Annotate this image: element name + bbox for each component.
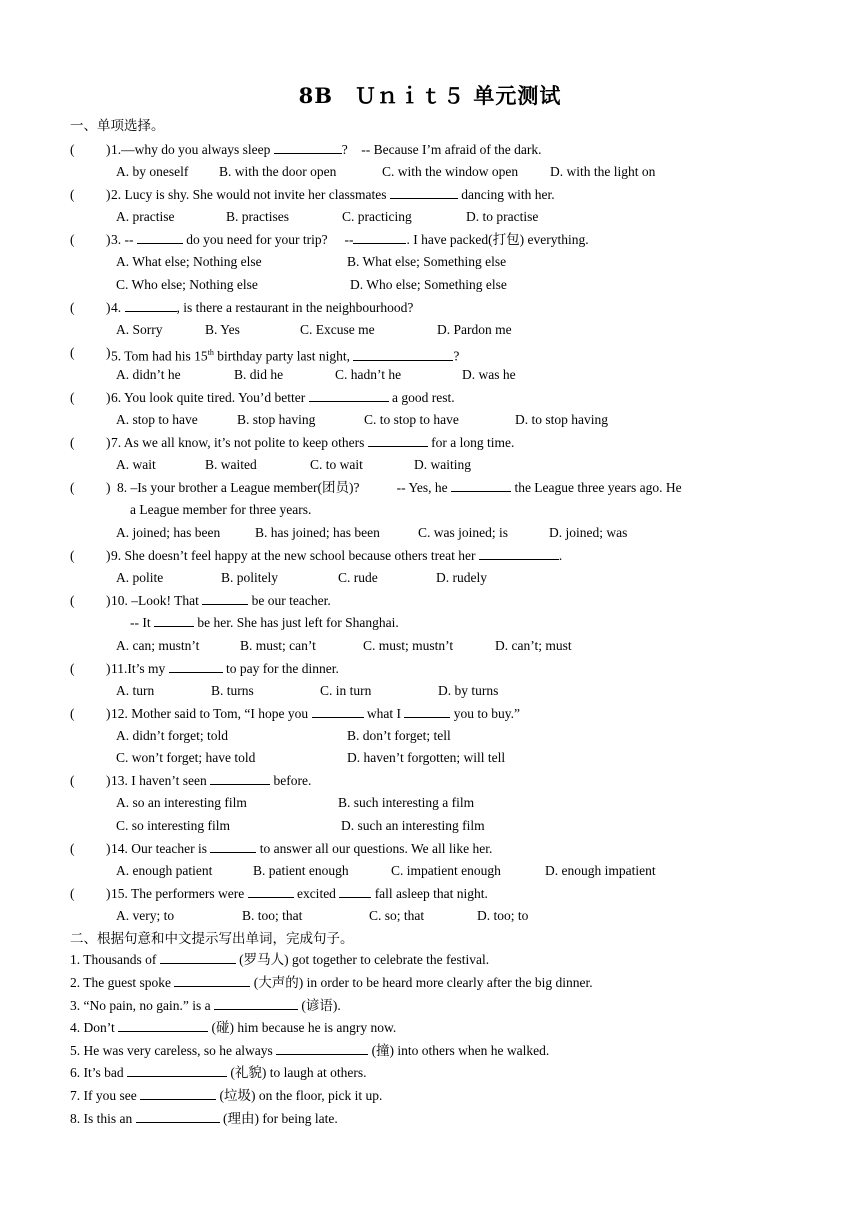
answer-blank[interactable] [125, 299, 177, 312]
option-d[interactable]: D. enough impatient [545, 863, 656, 878]
option-d[interactable]: D. to practise [466, 209, 539, 224]
question-stem [111, 434, 514, 452]
item-text: 3. “No pain, no gain.” is a [70, 998, 214, 1013]
question-text: fall asleep that night. [371, 886, 488, 901]
answer-blank[interactable] [174, 974, 250, 987]
question-stem [111, 592, 331, 610]
fill-in-item [70, 1087, 382, 1105]
paren-close: ) [106, 773, 111, 788]
answer-blank[interactable] [214, 997, 298, 1010]
answer-paren-close [106, 772, 111, 790]
question-text: be our teacher. [248, 593, 331, 608]
question-stem [111, 705, 520, 723]
question-text: be her. She has just left for Shanghai. [194, 615, 399, 630]
option-b[interactable]: B. waited [205, 457, 257, 472]
answer-paren-close [106, 660, 111, 678]
item-text: 8. Is this an [70, 1111, 136, 1126]
option-b[interactable]: B. has joined; has been [255, 525, 380, 540]
question-text: dancing with her. [457, 187, 555, 202]
question-text: 9. She doesn’t feel happy at the new school because others treat her [111, 548, 479, 563]
question-text: ? [453, 348, 460, 364]
option-d[interactable]: D. with the light on [550, 164, 656, 179]
fill-in-item [70, 951, 489, 969]
paren-close: ) [106, 142, 111, 157]
paren-close: ) [106, 435, 111, 450]
option-a[interactable]: A. Sorry [116, 322, 163, 337]
section1-heading: 一、单项选择。 [70, 118, 165, 133]
answer-blank[interactable] [154, 614, 194, 627]
answer-paren [70, 660, 75, 678]
option-a[interactable]: A. joined; has been [116, 525, 221, 540]
answer-paren-close [106, 547, 111, 565]
answer-blank[interactable] [210, 772, 270, 785]
option-d[interactable]: D. to stop having [515, 412, 608, 427]
question-stem [111, 547, 562, 565]
answer-blank[interactable] [127, 1064, 227, 1077]
item-text: 5. He was very careless, so he always [70, 1043, 277, 1058]
option-b[interactable]: B. practises [226, 209, 289, 224]
question-text: 1.—why do you always sleep [111, 142, 274, 157]
paren-open: ( [70, 187, 75, 202]
question-text: you to buy.” [450, 706, 521, 721]
answer-paren-close [106, 705, 111, 723]
question-stem [111, 186, 555, 204]
option-b[interactable]: B. don’t forget; tell [347, 728, 451, 743]
answer-blank[interactable] [118, 1019, 208, 1032]
paren-close: ) [106, 841, 111, 856]
answer-paren-close [106, 344, 111, 362]
answer-blank[interactable] [404, 705, 450, 718]
question-continuation [130, 614, 399, 632]
option-c[interactable]: C. rude [338, 570, 378, 585]
question-text: 11.It’s my [111, 661, 169, 676]
item-text: (垃圾) on the floor, pick it up. [216, 1088, 383, 1103]
question-text: birthday party last night, [213, 348, 354, 364]
item-text: (撞) into others when he walked. [368, 1043, 550, 1058]
option-c[interactable]: C. hadn’t he [335, 367, 402, 382]
question-text: before. [270, 773, 312, 788]
question-stem [111, 141, 542, 159]
question-text: 3. -- [111, 232, 137, 247]
answer-blank[interactable] [339, 885, 371, 898]
option-d[interactable]: D. too; to [477, 908, 529, 923]
question-text: the League three years ago. He [511, 480, 682, 495]
answer-paren [70, 141, 75, 159]
option-c[interactable]: C. impatient enough [391, 863, 501, 878]
question-text: 8. –Is your brother a League member(团员)? [117, 480, 360, 495]
option-b[interactable]: B. stop having [237, 412, 316, 427]
item-text: 7. If you see [70, 1088, 141, 1103]
page-title: 8B Ｕｎｉｔ５ 单元测试 [298, 83, 562, 108]
item-text: (谚语). [297, 998, 341, 1013]
answer-paren-close [106, 299, 111, 317]
answer-blank[interactable] [390, 186, 458, 199]
option-c[interactable]: C. was joined; is [418, 525, 508, 540]
question-text: do you need for your trip? -- [182, 232, 354, 247]
option-c[interactable]: C. in turn [320, 683, 372, 698]
answer-blank[interactable] [309, 389, 389, 402]
answer-paren-close [106, 434, 111, 452]
option-d[interactable]: D. haven’t forgotten; will tell [347, 750, 506, 765]
answer-blank[interactable] [140, 1087, 216, 1100]
option-b[interactable]: B. too; that [242, 908, 303, 923]
question-text: 14. Our teacher is [111, 841, 211, 856]
paren-open: ( [70, 435, 75, 450]
item-text: 6. It’s bad [70, 1065, 127, 1080]
fill-in-item [70, 997, 341, 1015]
paren-open: ( [70, 232, 75, 247]
option-a[interactable]: A. can; mustn’t [116, 638, 200, 653]
option-c[interactable]: C. with the window open [382, 164, 519, 179]
question-text: what I [363, 706, 405, 721]
paren-open: ( [70, 886, 75, 901]
paren-open: ( [70, 390, 75, 405]
option-d[interactable]: D. can’t; must [495, 638, 572, 653]
fill-in-item [70, 974, 593, 992]
option-d[interactable]: D. Pardon me [437, 322, 512, 337]
question-stem [111, 772, 311, 790]
question-text: , is there a restaurant in the neighbourhood? [176, 300, 414, 315]
answer-blank[interactable] [274, 141, 342, 154]
question-text: excited [293, 886, 340, 901]
option-d[interactable]: D. Who else; Something else [350, 277, 507, 292]
option-c[interactable]: C. won’t forget; have told [116, 750, 256, 765]
paren-open: ( [70, 345, 75, 360]
item-text: 2. The guest spoke [70, 975, 175, 990]
option-a[interactable]: A. wait [116, 457, 156, 472]
question-text: for a long time. [427, 435, 515, 450]
question-text: . [558, 548, 563, 563]
option-b[interactable]: B. Yes [205, 322, 240, 337]
option-a[interactable]: A. didn’t he [116, 367, 181, 382]
question-text: to pay for the dinner. [222, 661, 339, 676]
option-b[interactable]: B. patient enough [253, 863, 349, 878]
option-d[interactable]: D. by turns [438, 683, 499, 698]
question-text: ? -- Because I’m afraid of the dark. [341, 142, 542, 157]
answer-paren [70, 344, 75, 362]
question-text: 10. –Look! That [111, 593, 203, 608]
option-c[interactable]: C. Who else; Nothing else [116, 277, 258, 292]
option-a[interactable]: A. polite [116, 570, 164, 585]
answer-blank[interactable] [137, 231, 183, 244]
answer-paren [70, 434, 75, 452]
question-text: -- Yes, he [396, 480, 452, 495]
answer-paren [70, 885, 75, 903]
option-c[interactable]: C. so; that [369, 908, 425, 923]
question-stem [111, 299, 413, 317]
answer-blank[interactable] [353, 231, 406, 244]
question-text: 12. Mother said to Tom, “I hope you [111, 706, 312, 721]
paren-open: ( [70, 593, 75, 608]
item-text: (碰) him because he is angry now. [208, 1020, 397, 1035]
answer-blank[interactable] [202, 592, 248, 605]
question-text: 15. The performers were [111, 886, 248, 901]
option-b[interactable]: B. turns [211, 683, 254, 698]
paren-open: ( [70, 142, 75, 157]
answer-paren [70, 840, 75, 858]
option-a[interactable]: A. What else; Nothing else [116, 254, 262, 269]
question-stem [111, 231, 589, 249]
item-text: (罗马人) got together to celebrate the festival. [235, 952, 490, 967]
paren-close: ) [106, 187, 111, 202]
paren-close: ) [106, 661, 111, 676]
question-stem [111, 389, 455, 407]
option-c[interactable]: C. Excuse me [300, 322, 375, 337]
answer-blank[interactable] [276, 1042, 368, 1055]
answer-paren-close [106, 840, 111, 858]
paren-close: ) [106, 232, 111, 247]
option-b[interactable]: B. did he [234, 367, 284, 382]
paren-open: ( [70, 841, 75, 856]
option-b[interactable]: B. with the door open [219, 164, 337, 179]
option-d[interactable]: D. rudely [436, 570, 487, 585]
answer-blank[interactable] [169, 660, 223, 673]
option-d[interactable]: D. waiting [414, 457, 471, 472]
fill-in-item [70, 1110, 338, 1128]
paren-close: ) [106, 593, 111, 608]
answer-blank[interactable] [312, 705, 364, 718]
option-c[interactable]: C. must; mustn’t [363, 638, 454, 653]
option-a[interactable]: A. stop to have [116, 412, 198, 427]
answer-paren-close [106, 231, 111, 249]
paren-open: ( [70, 548, 75, 563]
option-b[interactable]: B. politely [221, 570, 278, 585]
question-continuation [130, 501, 311, 519]
question-text: . I have packed(打包) everything. [406, 232, 589, 247]
answer-blank[interactable] [210, 840, 256, 853]
question-stem [111, 885, 488, 903]
section2-heading: 二、根据句意和中文提示写出单词，完成句子。 [70, 931, 354, 946]
question-text: 5. Tom had his 15 [111, 348, 208, 364]
answer-paren [70, 705, 75, 723]
question-stem [111, 344, 459, 366]
paren-close: ) [106, 345, 111, 360]
question-text: a good rest. [388, 390, 455, 405]
question-text: to answer all our questions. We all like her. [256, 841, 493, 856]
paren-open: ( [70, 773, 75, 788]
paren-close: ) [106, 300, 111, 315]
answer-paren [70, 231, 75, 249]
option-c[interactable]: C. practicing [342, 209, 412, 224]
question-text: a League member for three years. [130, 502, 312, 517]
answer-paren [70, 547, 75, 565]
option-d[interactable]: D. joined; was [549, 525, 628, 540]
question-text: -- It [130, 615, 154, 630]
answer-blank[interactable] [368, 434, 428, 447]
item-text: 4. Don’t [70, 1020, 119, 1035]
question-text: 13. I haven’t seen [111, 773, 211, 788]
paren-close: ) [106, 480, 111, 495]
option-b[interactable]: B. What else; Something else [347, 254, 507, 269]
option-a[interactable]: A. very; to [116, 908, 175, 923]
answer-paren [70, 186, 75, 204]
option-c[interactable]: C. so interesting film [116, 818, 230, 833]
question-text: 2. Lucy is shy. She would not invite her classmates [111, 187, 390, 202]
option-c[interactable]: C. to wait [310, 457, 363, 472]
paren-close: ) [106, 548, 111, 563]
paren-open: ( [70, 300, 75, 315]
question-stem [117, 479, 790, 497]
answer-paren-close [106, 389, 111, 407]
answer-paren-close [106, 592, 111, 610]
answer-blank[interactable] [136, 1110, 220, 1123]
option-a[interactable]: A. so an interesting film [116, 795, 247, 810]
answer-paren-close [106, 479, 111, 497]
answer-paren [70, 479, 75, 497]
answer-blank[interactable] [160, 951, 236, 964]
answer-paren [70, 299, 75, 317]
answer-paren-close [106, 885, 111, 903]
answer-blank[interactable] [451, 479, 511, 492]
item-text: (理由) for being late. [219, 1111, 338, 1126]
option-a[interactable]: A. by oneself [116, 164, 189, 179]
option-c[interactable]: C. to stop to have [364, 412, 459, 427]
item-text: (大声的) in order to be heard more clearly after the big dinner. [250, 975, 593, 990]
item-text: (礼貌) to laugh at others. [227, 1065, 367, 1080]
option-b[interactable]: B. such interesting a film [338, 795, 475, 810]
ordinal-suffix: th [207, 348, 214, 357]
paren-open: ( [70, 706, 75, 721]
answer-blank[interactable] [248, 885, 294, 898]
answer-paren-close [106, 186, 111, 204]
fill-in-item [70, 1042, 549, 1060]
paren-open: ( [70, 480, 75, 495]
option-d[interactable]: D. was he [462, 367, 516, 382]
option-d[interactable]: D. such an interesting film [341, 818, 485, 833]
question-text: 7. As we all know, it’s not polite to keep others [111, 435, 368, 450]
answer-blank[interactable] [479, 547, 559, 560]
answer-paren [70, 592, 75, 610]
question-stem [111, 840, 492, 858]
answer-blank[interactable] [353, 348, 453, 361]
paren-close: ) [106, 390, 111, 405]
paren-close: ) [106, 886, 111, 901]
item-text: 1. Thousands of [70, 952, 160, 967]
fill-in-item [70, 1064, 366, 1082]
answer-paren [70, 772, 75, 790]
option-a[interactable]: A. turn [116, 683, 155, 698]
paren-open: ( [70, 661, 75, 676]
question-text: 6. You look quite tired. You’d better [111, 390, 309, 405]
option-a[interactable]: A. enough patient [116, 863, 213, 878]
fill-in-item [70, 1019, 396, 1037]
option-a[interactable]: A. practise [116, 209, 175, 224]
question-stem [111, 660, 339, 678]
answer-paren [70, 389, 75, 407]
answer-paren-close [106, 141, 111, 159]
option-a[interactable]: A. didn’t forget; told [116, 728, 228, 743]
option-b[interactable]: B. must; can’t [240, 638, 316, 653]
question-text: 4. [111, 300, 125, 315]
paren-close: ) [106, 706, 111, 721]
